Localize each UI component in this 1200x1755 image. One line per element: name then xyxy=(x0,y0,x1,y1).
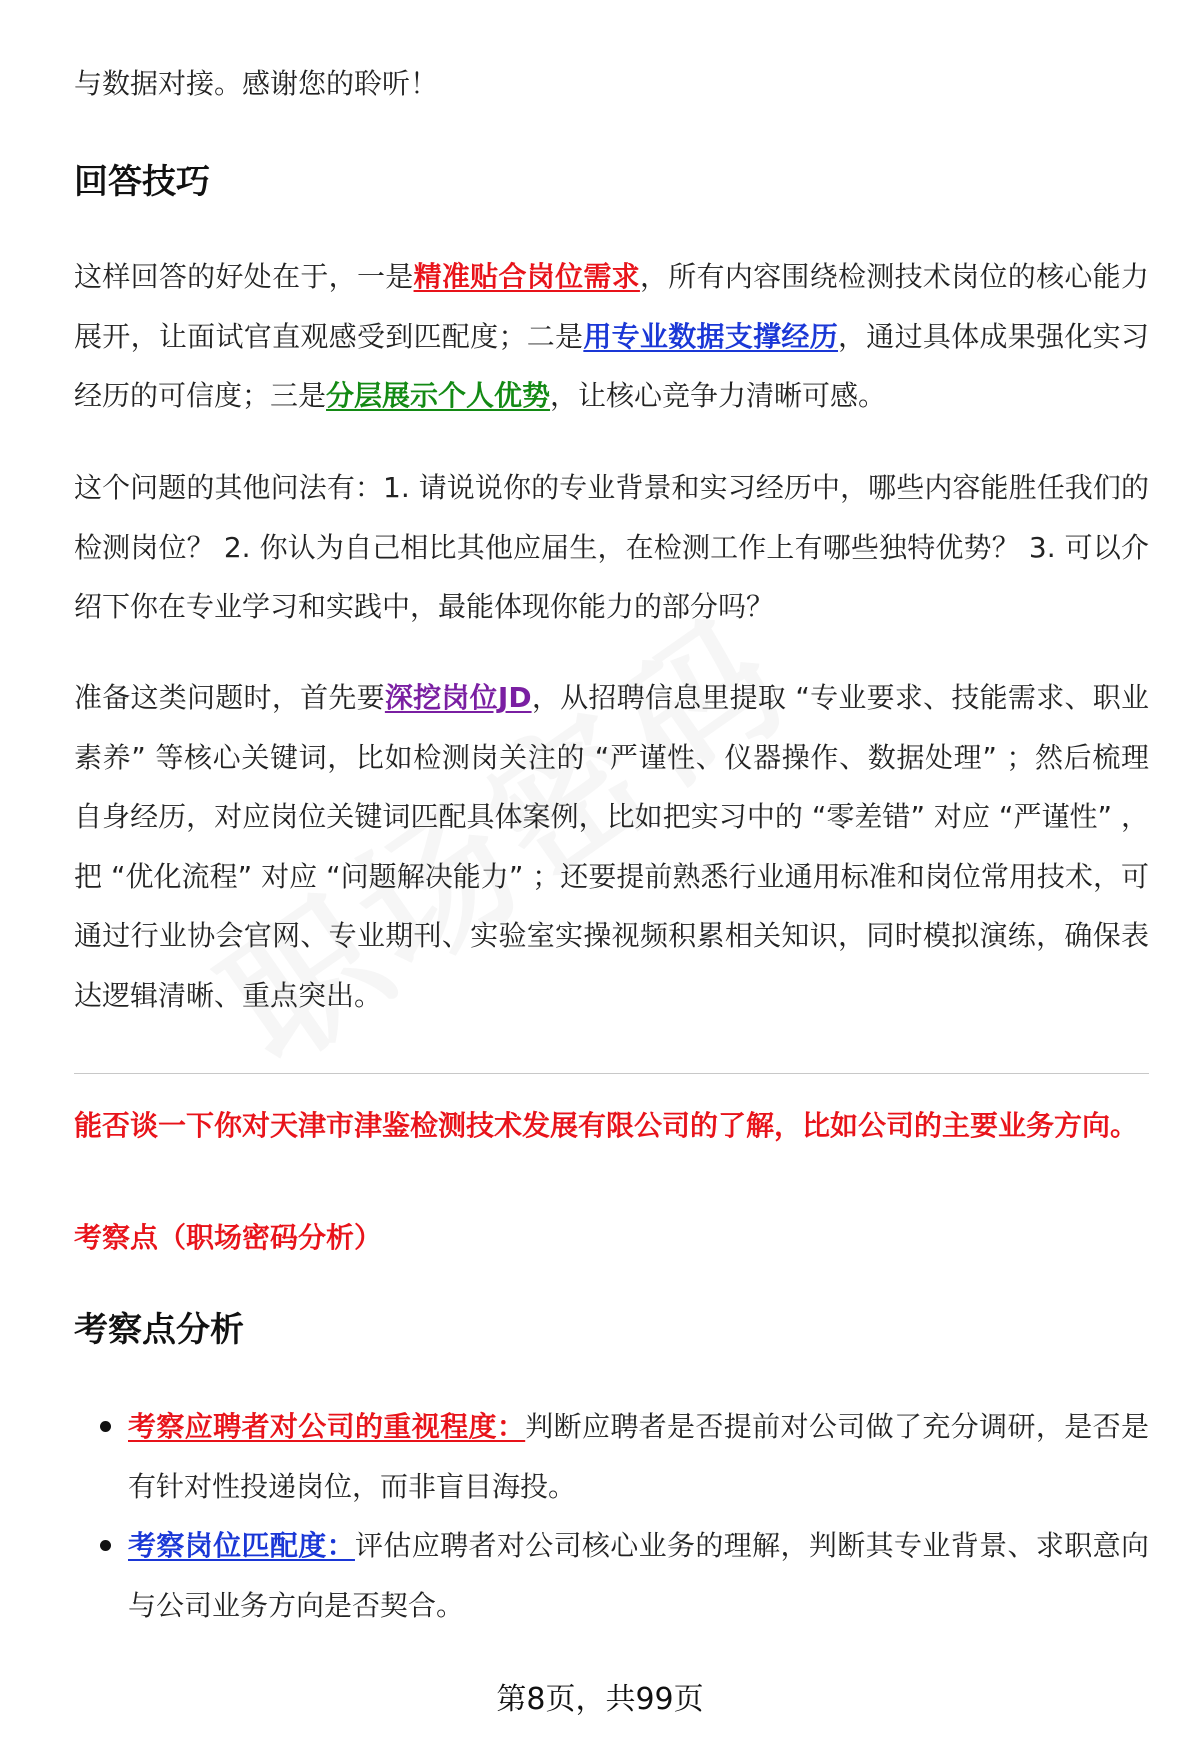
interview-question: 能否谈一下你对天津市津鉴检测技术发展有限公司的了解，比如公司的主要业务方向。 xyxy=(74,1109,1139,1142)
question-subtitle: 考察点（职场密码分析） xyxy=(74,1221,383,1254)
highlight-data-support: 用专业数据支撑经历 xyxy=(583,319,839,353)
tips-paragraph-1 xyxy=(74,247,1149,426)
list-item xyxy=(74,1516,1149,1635)
text-run: 这样回答的好处在于，一是 xyxy=(74,260,414,293)
list-item xyxy=(74,1397,1149,1516)
point-label-attention: 考察应聘者对公司的重视程度： xyxy=(128,1410,526,1443)
point-text: 评估应聘者对公司核心业务的理解，判断其专业背景、求职意向与公司业务方向是否契合。 xyxy=(128,1529,1149,1622)
tips-heading: 回答技巧 xyxy=(74,162,210,202)
highlight-layered-advantages: 分层展示个人优势 xyxy=(326,379,551,412)
point-label-match: 考察岗位匹配度： xyxy=(128,1529,355,1562)
tips-paragraph-2: 这个问题的其他问法有：1. 请说说你的专业背景和实习经历中，哪些内容能胜任我们的检测岗位？ 2. 你认为自己相比其他应届生，在检测工作上有哪些独特优势？ 3. 可以介绍下你在专业学习和实践中，最能体现你能力的部分吗？ xyxy=(74,471,1149,623)
highlight-accurate-fit: 精准贴合岗位需求 xyxy=(413,260,640,293)
analysis-list xyxy=(74,1397,1149,1635)
tips-paragraph-3 xyxy=(74,668,1149,1025)
section-divider xyxy=(74,1073,1149,1074)
text-run: ，通过具体成果强化实习经历的可信度；三是 xyxy=(74,319,1149,412)
text-run: 准备这类问题时，首先要 xyxy=(74,681,385,714)
bullet-icon xyxy=(100,1540,111,1551)
text-run: ，从招聘信息里提取 “专业要求、技能需求、职业素养” 等核心关键词，比如检测岗关注的 “严谨性、仪器操作、数据处理” ；然后梳理自身经历，对应岗位关键词匹配具体案例，比如把实习中的 “零差错” 对应 “严谨性” ，把 “优化流程” 对应 “问题解决能力” ；还要提前熟悉行业通用标准和岗位常用技术，可通过行业协会官网、专业期刊、实验室实操视频积累相关知识，同时模拟演练，确保表达逻辑清晰、重点突出。 xyxy=(74,681,1149,1012)
page-number-footer: 第8页，共99页 xyxy=(496,1682,704,1717)
text-run: ，让核心竞争力清晰可感。 xyxy=(550,379,887,412)
continuation-paragraph: 与数据对接。感谢您的聆听！ xyxy=(74,67,439,100)
point-text: 判断应聘者是否提前对公司做了充分调研，是否是有针对性投递岗位，而非盲目海投。 xyxy=(128,1410,1149,1503)
bullet-icon xyxy=(100,1421,111,1432)
highlight-dig-jd: 深挖岗位JD xyxy=(384,681,532,714)
analysis-heading: 考察点分析 xyxy=(74,1310,244,1350)
text-run: ，所有内容围绕检测技术岗位的核心能力展开，让面试官直观感受到匹配度；二是 xyxy=(74,260,1149,353)
